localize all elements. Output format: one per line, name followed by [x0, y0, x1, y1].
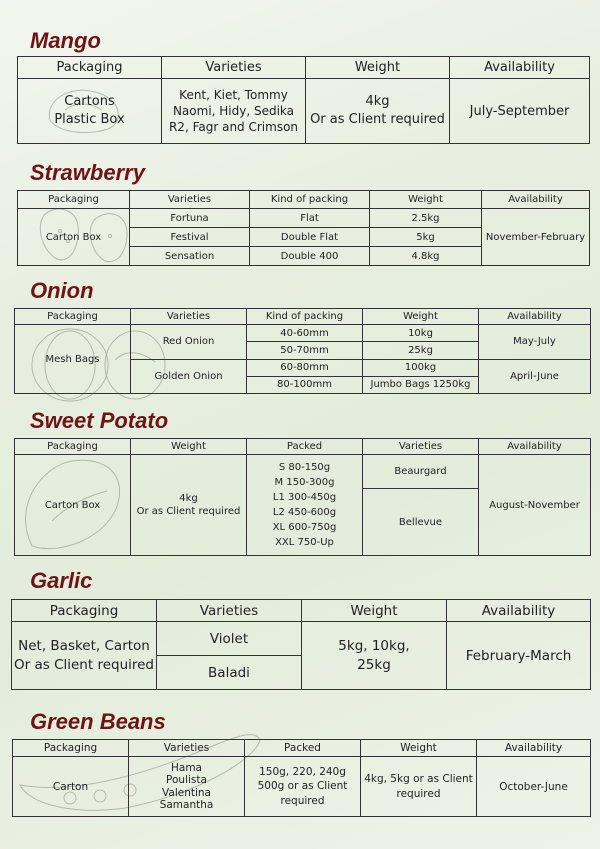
garlic-header-availability: Availability	[447, 600, 591, 622]
sweet-potato-weight: 4kg Or as Client required	[131, 455, 247, 556]
sweet-potato-variety-2: Bellevue	[363, 489, 479, 556]
sweet-potato-availability: August-November	[479, 455, 591, 556]
strawberry-weight: 4.8kg	[370, 247, 482, 266]
strawberry-header-weight: Weight	[370, 191, 482, 209]
onion-table	[14, 308, 591, 394]
strawberry-variety: Fortuna	[130, 209, 250, 228]
onion-weight: 10kg	[363, 325, 479, 342]
sweet-potato-header-varieties: Varieties	[363, 439, 479, 455]
strawberry-weight: 5kg	[370, 228, 482, 247]
onion-title: Onion	[30, 278, 94, 303]
onion-header-weight: Weight	[363, 309, 479, 325]
onion-packing: 50-70mm	[247, 342, 363, 359]
green-beans-header-packaging: Packaging	[13, 740, 129, 757]
strawberry-title: Strawberry	[30, 160, 145, 185]
garlic-header-weight: Weight	[302, 600, 447, 622]
garlic-weight: 5kg, 10kg, 25kg	[302, 622, 447, 690]
onion-variety-red: Red Onion	[131, 325, 247, 359]
strawberry-header-varieties: Varieties	[130, 191, 250, 209]
onion-header-packing: Kind of packing	[247, 309, 363, 325]
green-beans-weight: 4kg, 5kg or as Client required	[361, 757, 477, 817]
onion-packaging: Mesh Bags	[15, 325, 131, 394]
sweet-potato-table	[14, 438, 591, 556]
mango-header-weight: Weight	[306, 57, 450, 79]
green-beans-packed: 150g, 220, 240g 500g or as Client required	[245, 757, 361, 817]
sweet-potato-title: Sweet Potato	[30, 408, 169, 433]
onion-header-packaging: Packaging	[15, 309, 131, 325]
green-beans-header-weight: Weight	[361, 740, 477, 757]
onion-header-varieties: Varieties	[131, 309, 247, 325]
sweet-potato-header-availability: Availability	[479, 439, 591, 455]
green-beans-header-packed: Packed	[245, 740, 361, 757]
onion-packing: 40-60mm	[247, 325, 363, 342]
garlic-variety-2: Baladi	[157, 656, 302, 690]
green-beans-packaging: Carton	[13, 757, 129, 817]
sweet-potato-header-packaging: Packaging	[15, 439, 131, 455]
sweet-potato-header-weight: Weight	[131, 439, 247, 455]
strawberry-variety: Sensation	[130, 247, 250, 266]
garlic-variety-1: Violet	[157, 622, 302, 656]
onion-weight: 25kg	[363, 342, 479, 359]
onion-header-availability: Availability	[479, 309, 591, 325]
garlic-header-varieties: Varieties	[157, 600, 302, 622]
sweet-potato-packed: S 80-150g M 150-300g L1 300-450g L2 450-600g XL 600-750g XXL 750-Up	[247, 455, 363, 556]
strawberry-variety: Festival	[130, 228, 250, 247]
onion-availability-red: May-July	[479, 325, 591, 359]
strawberry-header-packing: Kind of packing	[250, 191, 370, 209]
mango-varieties: Kent, Kiet, Tommy Naomi, Hidy, Sedika R2, Fagr and Crimson	[162, 79, 306, 144]
mango-table	[17, 56, 590, 144]
mango-header-packaging: Packaging	[18, 57, 162, 79]
green-beans-availability: October-June	[477, 757, 591, 817]
mango-packaging: Cartons Plastic Box	[18, 79, 162, 144]
sweet-potato-packaging: Carton Box	[15, 455, 131, 556]
mango-weight: 4kg Or as Client required	[306, 79, 450, 144]
green-beans-varieties: Hama Poulista Valentina Samantha	[129, 757, 245, 817]
garlic-title: Garlic	[30, 568, 93, 593]
onion-packing: 60-80mm	[247, 359, 363, 376]
strawberry-header-packaging: Packaging	[18, 191, 130, 209]
onion-variety-golden: Golden Onion	[131, 359, 247, 393]
green-beans-title: Green Beans	[30, 709, 166, 734]
strawberry-availability: November-February	[482, 209, 590, 266]
strawberry-packing: Double 400	[250, 247, 370, 266]
green-beans-table	[12, 739, 591, 817]
green-beans-header-varieties: Varieties	[129, 740, 245, 757]
strawberry-header-availability: Availability	[482, 191, 590, 209]
strawberry-weight: 2.5kg	[370, 209, 482, 228]
garlic-header-packaging: Packaging	[12, 600, 157, 622]
mango-header-varieties: Varieties	[162, 57, 306, 79]
onion-weight: Jumbo Bags 1250kg	[363, 376, 479, 393]
onion-packing: 80-100mm	[247, 376, 363, 393]
garlic-packaging: Net, Basket, Carton Or as Client required	[12, 622, 157, 690]
green-beans-header-availability: Availability	[477, 740, 591, 757]
sweet-potato-variety-1: Beaurgard	[363, 455, 479, 489]
mango-availability: July-September	[450, 79, 590, 144]
strawberry-table	[17, 190, 590, 266]
mango-title: Mango	[30, 28, 101, 53]
sweet-potato-header-packed: Packed	[247, 439, 363, 455]
strawberry-packaging: Carton Box	[18, 209, 130, 266]
strawberry-packing: Double Flat	[250, 228, 370, 247]
garlic-availability: February-March	[447, 622, 591, 690]
onion-availability-golden: April-June	[479, 359, 591, 393]
strawberry-packing: Flat	[250, 209, 370, 228]
garlic-table	[11, 599, 591, 690]
onion-weight: 100kg	[363, 359, 479, 376]
mango-header-availability: Availability	[450, 57, 590, 79]
